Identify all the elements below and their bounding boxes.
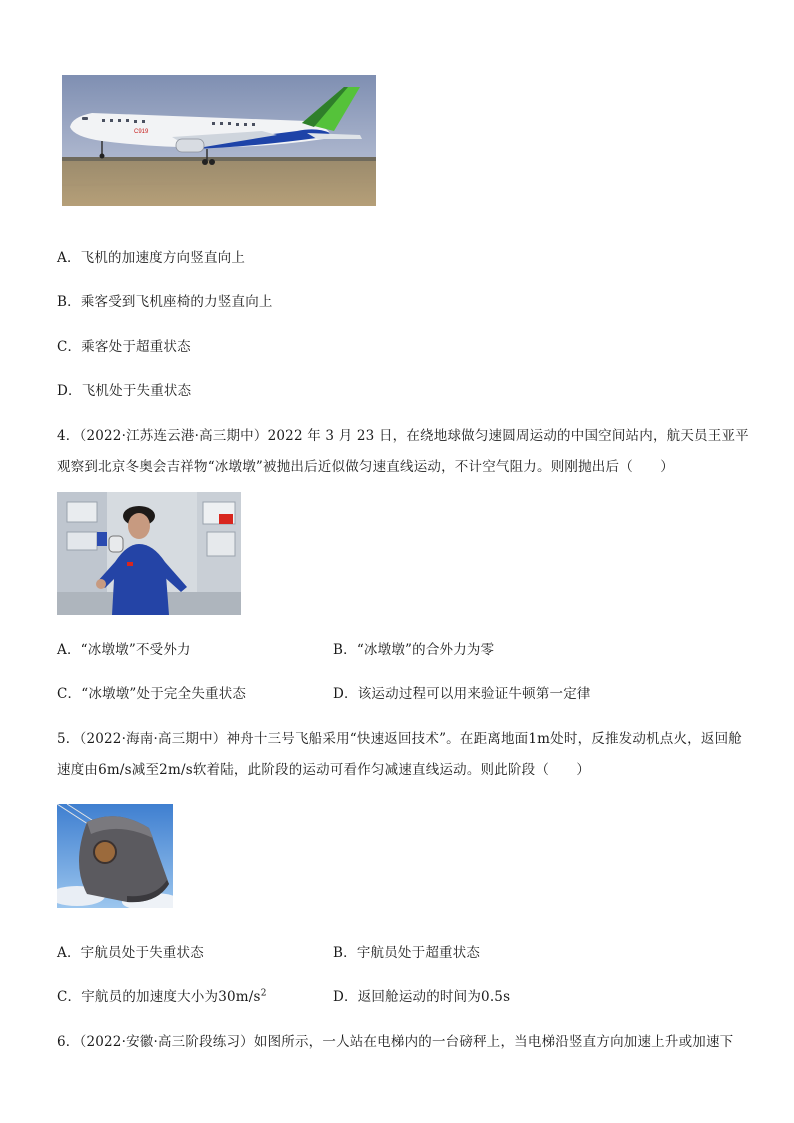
plane-livery-text: C919 (134, 129, 149, 135)
q4-stem-line1: 4．（2022·江苏连云港·高三期中）2022 年 3 月 23 日，在绕地球做匀速圆周运动的中国空间站内，航天员王亚平 (57, 428, 749, 444)
q3-option-d: D．飞机处于失重状态 (57, 383, 192, 399)
q4-option-b: B．“冰墩墩”的合外力为零 (333, 642, 495, 658)
q4-option-d: D．该运动过程可以用来验证牛顿第一定律 (333, 686, 591, 702)
q5-option-d: D．返回舱运动的时间为0.5s (333, 989, 511, 1005)
q3-option-b: B．乘客受到飞机座椅的力竖直向上 (57, 294, 273, 310)
airplane-image (62, 75, 376, 206)
q4-option-a: A．“冰墩墩”不受外力 (57, 642, 191, 658)
return-capsule-image (57, 804, 173, 908)
q3-option-a: A．飞机的加速度方向竖直向上 (57, 250, 246, 266)
q5-stem-line2: 速度由6m/s减至2m/s软着陆，此阶段的运动可看作匀减速直线运动。则此阶段（ ） (57, 762, 591, 778)
q5-option-a: A．宇航员处于失重状态 (57, 945, 204, 961)
q6-stem-line1: 6．（2022·安徽·高三阶段练习）如图所示，一人站在电梯内的一台磅秤上，当电梯沿竖直方向加速上升或加速下 (57, 1034, 734, 1050)
q4-stem-line2: 观察到北京冬奥会吉祥物“冰墩墩”被抛出后近似做匀速直线运动，不计空气阻力。则刚抛出后（ ） (57, 459, 675, 475)
q5-option-c (57, 985, 267, 1005)
q5-stem-line1: 5．（2022·海南·高三期中）神舟十三号飞船采用“快速返回技术”。在距离地面1m处时，反推发动机点火，返回舱 (57, 731, 742, 747)
q5-option-b: B．宇航员处于超重状态 (333, 945, 481, 961)
q3-option-c: C．乘客处于超重状态 (57, 339, 191, 355)
q4-option-c: C．“冰墩墩”处于完全失重状态 (57, 686, 247, 702)
q5-option-c-superscript: 2 (260, 988, 267, 999)
space-station-image (57, 492, 241, 615)
q5-option-c-text: C．宇航员的加速度大小为30m/s (57, 989, 261, 1005)
